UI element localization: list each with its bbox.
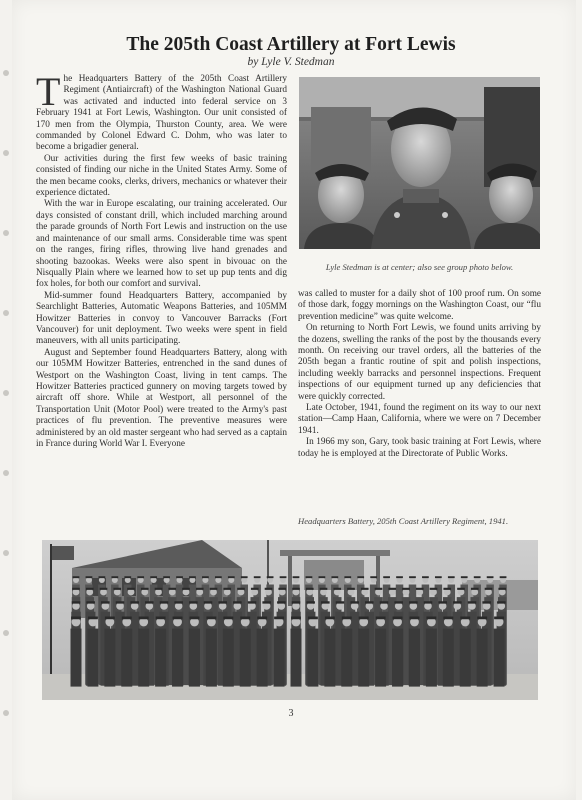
portrait-photo-image	[299, 77, 540, 249]
left-column	[36, 69, 287, 450]
paragraph-5-continued: was called to muster for a daily shot of 100 proof rum. On some of those dark, foggy mornings on the Washington Coast, our “flu prevention medicine” was quite welcome.	[298, 289, 541, 322]
portrait-photo	[299, 77, 540, 249]
right-column	[298, 289, 541, 460]
paragraph-1-text: he Headquarters Battery of the 205th Coast Artillery Regiment (Antiaircraft) of the Washington National Guard was activated and inducted into federal service on 3 February 1941 at Fort Lewis, Washington. Our unit consisted of 170 men from the Olympia, Thurston County, area. We were commanded by Colonel Edward C. Dohm, who was later to become a brigadier general.	[36, 74, 287, 153]
group-photo	[42, 540, 538, 700]
paragraph-7: Late October, 1941, found the regiment on its way to our next station—Camp Haan, California, where we were on 7 December 1941.	[298, 403, 541, 436]
paragraph-6: On returning to North Fort Lewis, we found units arriving by the dozens, swelling the ranks of the post by the thousands every month. On receiving our travel orders, all the batteries of the 205th began a frantic routine of spit and polish inspections, including weekly barracks and personnel inspections. Frequent inspections of our equipment turned up any deficiencies that were quickly corrected.	[298, 323, 541, 402]
paragraph-4: Mid-summer found Headquarters Battery, accompanied by Searchlight Batteries, Automatic Weapons Batteries, and 105MM Howitzer Batteries in convoy to Vancouver Barracks (Fort Vancouver) for unit deployment. Two weeks were spent in field maneuvers, with all units participating.	[36, 290, 287, 347]
portrait-caption: Lyle Stedman is at center; also see group photo below.	[325, 262, 514, 272]
paragraph-5: August and September found Headquarters Battery, along with our 105MM Howitzer Batteries, entrenched in the sand dunes of Westport on the Washington Coast, living in tent camps. The Howitzer Batteries practiced gunnery on moving targets towed by aircraft off shore. While at Westport, all personnel of the Transportation Unit (Motor Pool) were treated to the Army's past practices of flu prevention. The preventive measures were administered by an old master sergeant who had served as a captain in France during World War I. Everyone	[36, 347, 287, 449]
punch-holes	[0, 0, 10, 800]
drop-cap: T	[36, 69, 61, 114]
page-number: 3	[288, 708, 294, 719]
paragraph-1	[36, 69, 287, 154]
article-byline: by Lyle V. Stedman	[247, 56, 335, 68]
group-photo-image	[42, 540, 538, 700]
paragraph-3: With the war in Europe escalating, our training accelerated. Our days consisted of constant drill, which included marching around the parade grounds of North Fort Lewis and instruction on the use and maintenance of our small arms. Considerable time was spent on the ranges, firing rifles, throwing live hand grenades and shooting bazookas. Weeks were also spent in bivouac on the Nisqually Plain where we learned how to set up pup tents and dig fox holes, for both our comfort and survival.	[36, 199, 287, 290]
paragraph-2: Our activities during the first few weeks of basic training consisted of finding our niche in the United States Army. Some of the men became cooks, clerks, drivers, mechanics or whatever their experience dictated.	[36, 153, 287, 199]
article-title: The 205th Coast Artillery at Fort Lewis	[126, 34, 456, 55]
paragraph-8: In 1966 my son, Gary, took basic training at Fort Lewis, where today he is employed at the Directorate of Public Works.	[298, 437, 541, 459]
group-photo-caption: Headquarters Battery, 205th Coast Artillery Regiment, 1941.	[298, 516, 509, 526]
